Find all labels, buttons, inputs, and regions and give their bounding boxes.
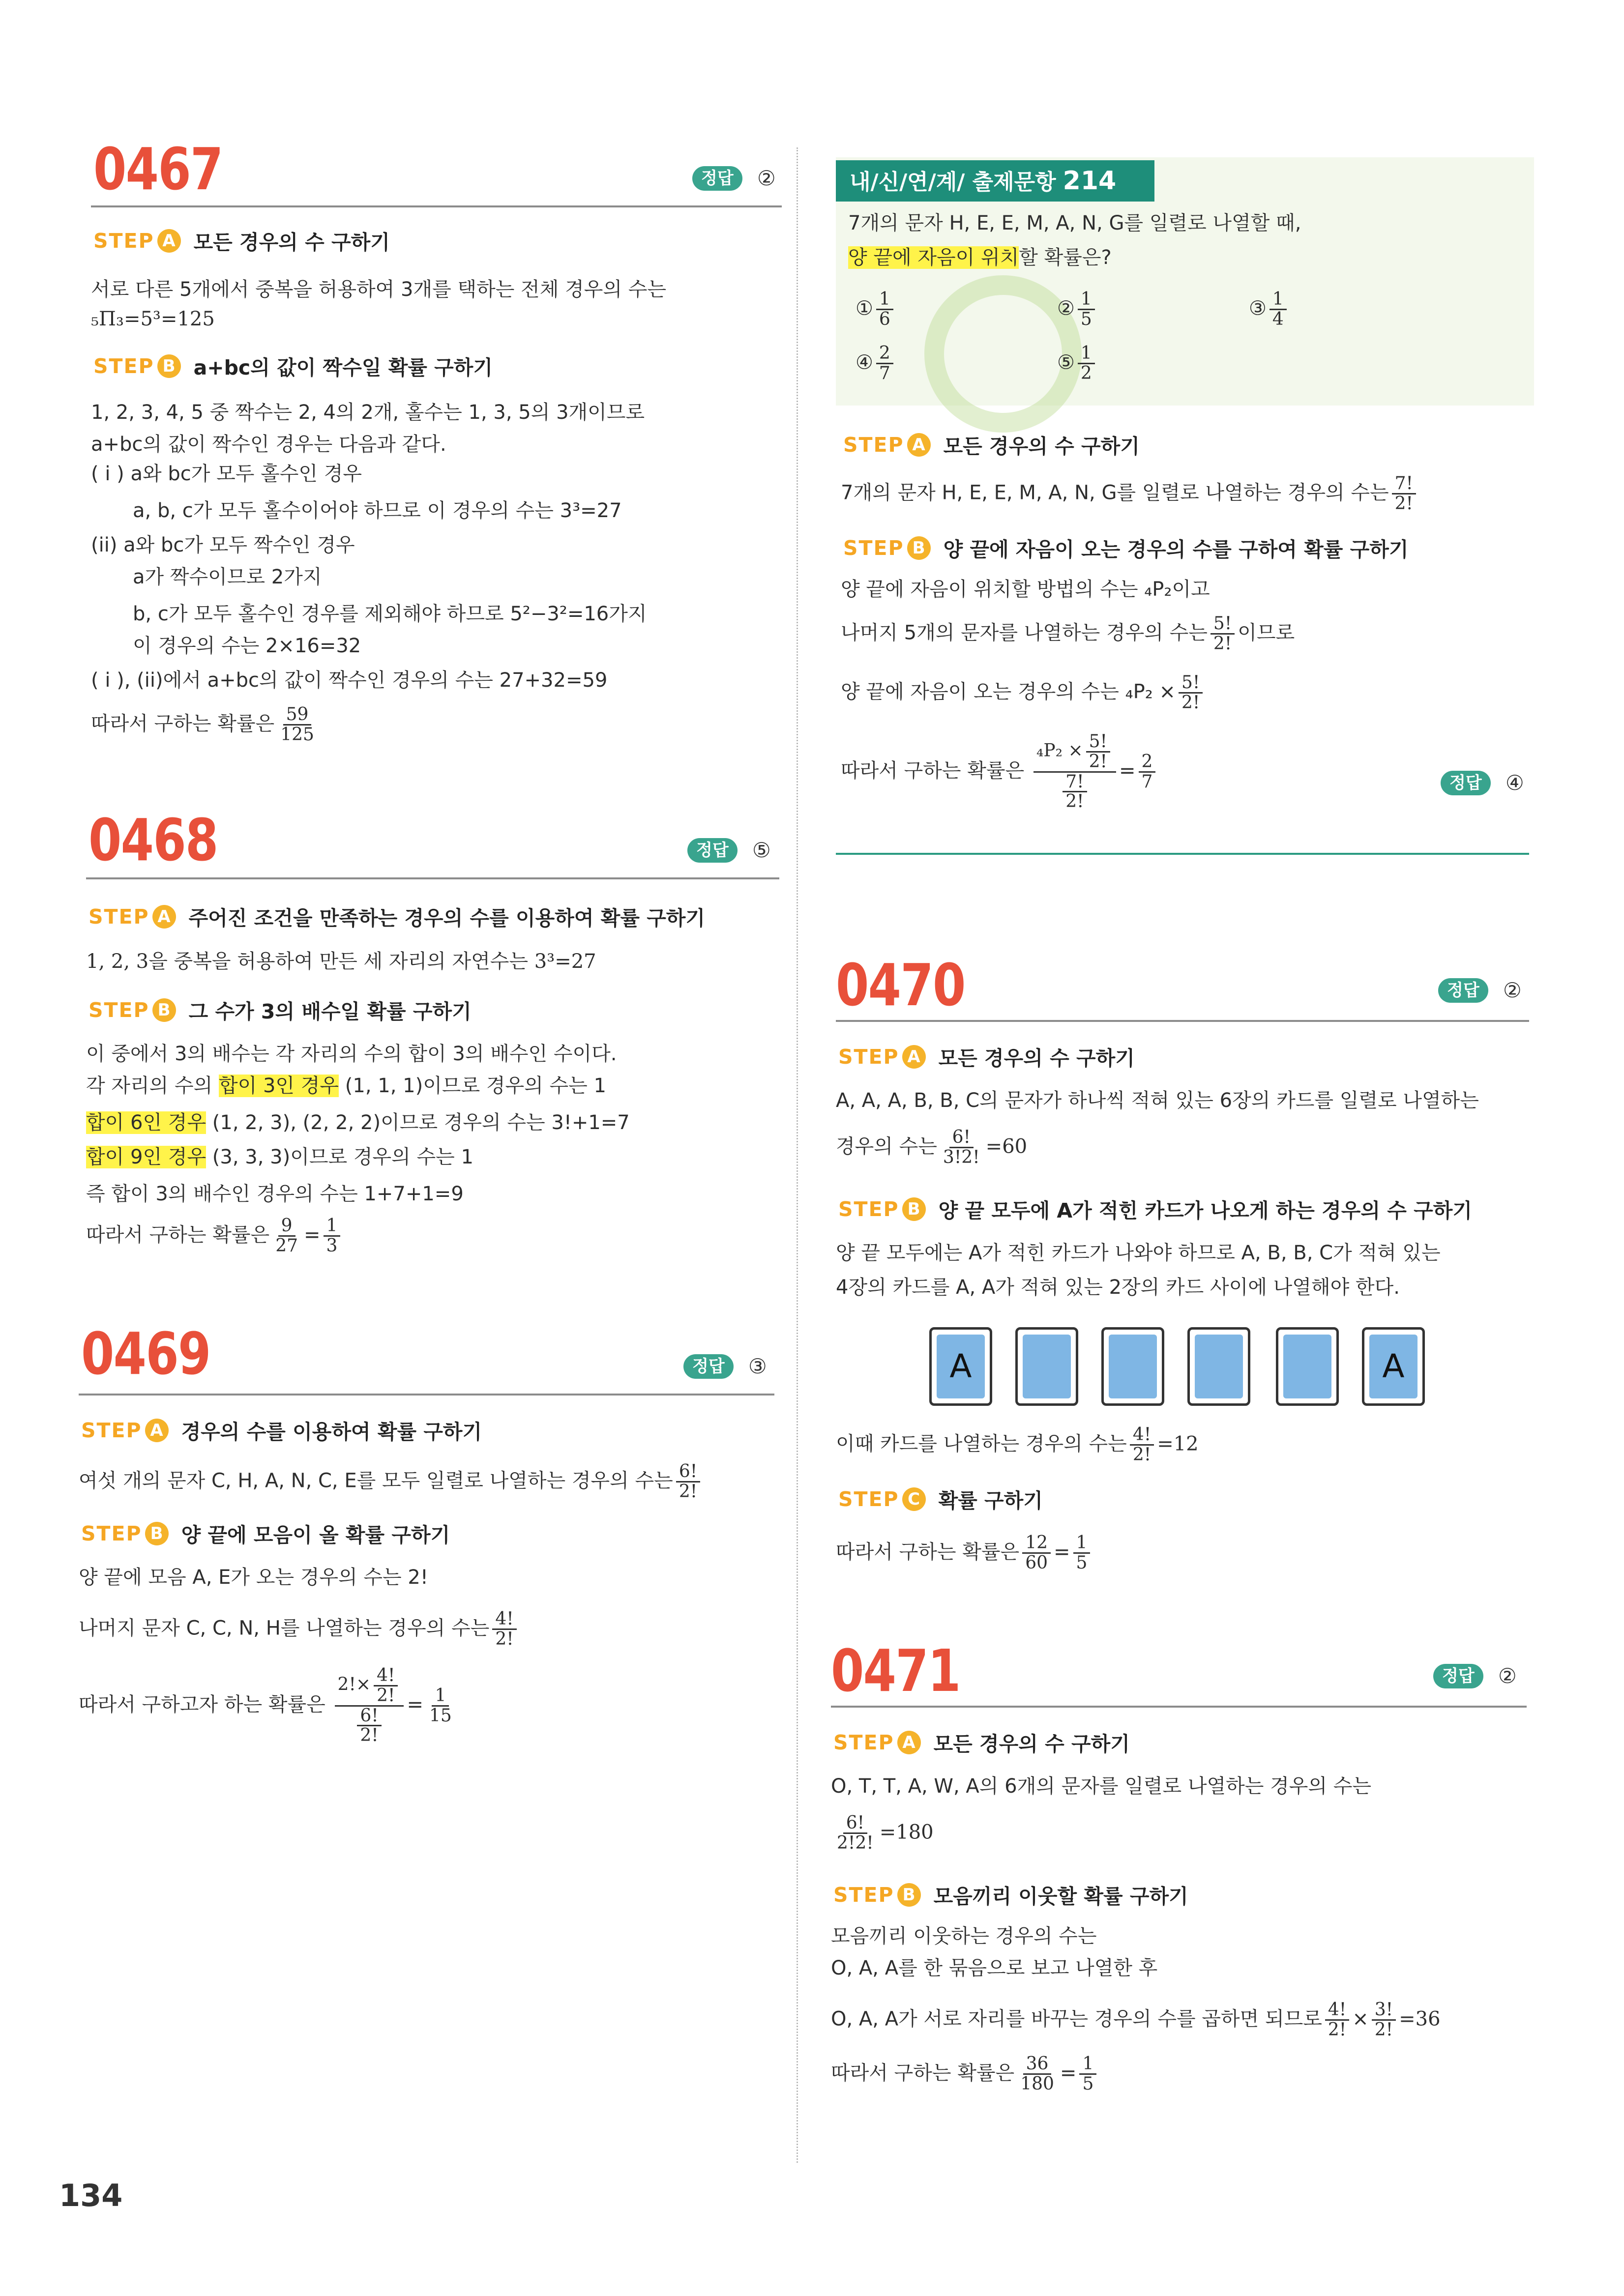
text-line: 나머지 문자 C, C, N, H를 나열하는 경우의 수는 $\frac{4!}{2!}$	[79, 1610, 520, 1649]
text-line: 즉 합이 3의 배수인 경우의 수는 1+7+1=9	[86, 1183, 464, 1205]
card: A	[929, 1327, 992, 1406]
text-line: 양 끝에 모음 A, E가 오는 경우의 수는 2!	[79, 1566, 428, 1589]
card	[1101, 1327, 1164, 1406]
text-line: 합이 6인 경우 (1, 2, 3), (2, 2, 2)이므로 경우의 수는 3!+1=7	[86, 1111, 630, 1134]
fraction: $\frac{4!}{2!}$	[492, 1610, 516, 1649]
fraction: $\frac{59}{125}$	[280, 704, 314, 745]
answer-value: ②	[757, 166, 776, 190]
step-b-heading: STEP B 모음끼리 이웃할 확률 구하기	[833, 1883, 1188, 1908]
step-a-heading: STEP A 경우의 수를 이용하여 확률 구하기	[81, 1418, 482, 1444]
answer-value: ②	[1498, 1664, 1517, 1688]
text-line: ( i ) a와 bc가 모두 홀수인 경우	[91, 463, 362, 485]
step-a-heading: STEP A 모든 경우의 수 구하기	[93, 229, 390, 254]
section-rule	[91, 205, 782, 207]
text-line: ( i ), (ii)에서 a+bc의 값이 짝수인 경우의 수는 27+32=59	[91, 669, 608, 692]
text-line: a가 짝수이므로 2가지	[133, 566, 322, 588]
step-c-heading: STEP C 확률 구하기	[838, 1487, 1043, 1512]
card	[1276, 1327, 1339, 1406]
text-line: 합이 9인 경우 (3, 3, 3)이므로 경우의 수는 1	[86, 1146, 473, 1168]
step-a-heading: STEP A 모든 경우의 수 구하기	[838, 1045, 1135, 1070]
text-line: 서로 다른 5개에서 중복을 허용하여 3개를 택하는 전체 경우의 수는	[91, 278, 666, 301]
reference-rule	[836, 853, 1529, 855]
answer-badge: 정답	[683, 1354, 734, 1379]
section-rule	[79, 1394, 774, 1395]
card	[1015, 1327, 1078, 1406]
problem-number: 0470	[836, 951, 965, 1019]
text-line: b, c가 모두 홀수인 경우를 제외해야 하므로 5²−3²=16가지	[133, 603, 647, 625]
problem-number: 0471	[831, 1637, 960, 1705]
text-line: 나머지 5개의 문자를 나열하는 경우의 수는 $\frac{5!}{2!}$ 이므로	[841, 613, 1295, 654]
problem-number: 0468	[89, 806, 218, 874]
text-line: O, T, T, A, W, A의 6개의 문자를 일렬로 나열하는 경우의 수는	[831, 1775, 1372, 1798]
compound-fraction: 2!× $\frac{4!}{2!}$ $\frac{6!}{2!}$	[335, 1666, 404, 1745]
answer-badge: 정답	[692, 166, 742, 191]
compound-fraction: ₄P₂ × $\frac{5!}{2!}$ $\frac{7!}{2!}$	[1033, 732, 1116, 811]
text-line: (ii) a와 bc가 모두 짝수인 경우	[91, 534, 355, 556]
text-line: O, A, A를 한 묶음으로 보고 나열한 후	[831, 1957, 1158, 1979]
fraction: $\frac{9}{27}$	[275, 1216, 298, 1256]
choice-1: ① $\frac{1}{6}$	[856, 290, 896, 329]
card: A	[1362, 1327, 1425, 1406]
text-line: 7개의 문자 H, E, E, M, A, N, G를 일렬로 나열하는 경우의 수는 $\frac{7!}{2!}$	[841, 474, 1419, 513]
step-b-heading: STEP B 양 끝에 모음이 올 확률 구하기	[81, 1521, 450, 1547]
fraction: $\frac{1}{3}$	[324, 1217, 341, 1255]
choice-4: ④ $\frac{2}{7}$	[856, 344, 896, 383]
text-line: 경우의 수는 $\frac{6!}{3!2!}$ =60	[836, 1127, 1028, 1167]
text-line: 7개의 문자 H, E, E, M, A, N, G를 일렬로 나열할 때,	[848, 212, 1301, 234]
page-number: 134	[59, 2178, 123, 2213]
text-line: 모음끼리 이웃하는 경우의 수는	[831, 1925, 1097, 1947]
text-line: A, A, A, B, B, C의 문자가 하나씩 적혀 있는 6장의 카드를 일렬로 나열하는	[836, 1089, 1479, 1112]
answer-badge: 정답	[687, 838, 738, 863]
answer-value: ④	[1506, 771, 1524, 795]
step-a-heading: STEP A 주어진 조건을 만족하는 경우의 수를 이용하여 확률 구하기	[89, 904, 706, 930]
text-line: 1, 2, 3, 4, 5 중 짝수는 2, 4의 2개, 홀수는 1, 3, 5의 3개이므로	[91, 401, 645, 424]
answer-badge: 정답	[1433, 1664, 1483, 1688]
step-b-heading: STEP B a+bc의 값이 짝수일 확률 구하기	[93, 354, 493, 379]
step-a-heading: STEP A 모든 경우의 수 구하기	[833, 1730, 1130, 1756]
text-line: O, A, A가 서로 자리를 바꾸는 경우의 수를 곱하면 되므로 $\frac{4!}{2!}$ × $\frac{3!}{2!}$ =36	[831, 2000, 1441, 2040]
text-line: 각 자리의 수의 합이 3인 경우 (1, 1, 1)이므로 경우의 수는 1	[86, 1075, 606, 1097]
text-line: 이 경우의 수는 2×16=32	[133, 635, 361, 657]
step-b-heading: STEP B 그 수가 3의 배수일 확률 구하기	[89, 998, 472, 1023]
text-line: 따라서 구하는 확률은 $\frac{9}{27}$ = $\frac{1}{3}$	[86, 1217, 343, 1255]
text-line: 따라서 구하는 확률은 $\frac{12}{60}$ = $\frac{1}{5}$	[836, 1534, 1093, 1572]
answer-value: ③	[748, 1354, 767, 1378]
text-line: 양 끝에 자음이 위치할 확률은?	[848, 246, 1112, 269]
fraction: $\frac{6!}{2!}$	[676, 1462, 700, 1501]
problem-number: 0469	[81, 1320, 210, 1388]
column-divider	[797, 147, 798, 2163]
text-line: 이때 카드를 나열하는 경우의 수는 $\frac{4!}{2!}$ =12	[836, 1424, 1199, 1465]
text-line: 따라서 구하는 확률은 $\frac{36}{180}$ = $\frac{1}{5}$	[831, 2055, 1099, 2093]
text-line: 4장의 카드를 A, A가 적혀 있는 2장의 카드 사이에 나열해야 한다.	[836, 1276, 1400, 1299]
text-line: 양 끝 모두에는 A가 적힌 카드가 나와야 하므로 A, B, B, C가 적혀 있는	[836, 1242, 1441, 1264]
answer-value: ⑤	[752, 838, 771, 862]
text-line: 양 끝에 자음이 오는 경우의 수는 ₄P₂ × $\frac{5!}{2!}$	[841, 673, 1206, 712]
section-rule	[831, 1706, 1527, 1708]
answer-badge: 정답	[1438, 978, 1488, 1003]
text-line: 따라서 구하는 확률은 $\frac{59}{125}$	[91, 705, 320, 744]
reference-header: 내/신/연/계/ 출제문항 214	[836, 160, 1154, 202]
section-rule	[836, 1020, 1529, 1022]
step-b-heading: STEP B 양 끝 모두에 A가 적힌 카드가 나오게 하는 경우의 수 구하기	[838, 1197, 1472, 1222]
choice-3: ③ $\frac{1}{4}$	[1249, 290, 1290, 329]
text-line: 따라서 구하고자 하는 확률은 2!× $\frac{4!}{2!}$ $\frac{6!}{2!}$ = $\frac{1}{15}$	[79, 1666, 458, 1745]
choice-2: ② $\frac{1}{5}$	[1057, 290, 1098, 329]
text-line: a, b, c가 모두 홀수이어야 하므로 이 경우의 수는 3³=27	[133, 499, 622, 522]
step-b-heading: STEP B 양 끝에 자음이 오는 경우의 수를 구하여 확률 구하기	[843, 536, 1409, 561]
answer-badge: 정답	[1441, 771, 1491, 795]
text-line: $\frac{6!}{2!2!}$ =180	[837, 1813, 934, 1853]
card	[1187, 1327, 1250, 1406]
answer-value: ②	[1503, 978, 1522, 1002]
problem-number: 0467	[93, 135, 223, 203]
choice-5: ⑤ $\frac{1}{2}$	[1057, 344, 1098, 383]
text-line: 여섯 개의 문자 C, H, A, N, C, E를 모두 일렬로 나열하는 경우의 수는 $\frac{6!}{2!}$	[79, 1462, 703, 1501]
text-line: 이 중에서 3의 배수는 각 자리의 수의 합이 3의 배수인 수이다.	[86, 1043, 617, 1065]
fraction: $\frac{1}{15}$	[429, 1685, 452, 1726]
text-line: a+bc의 값이 짝수인 경우는 다음과 같다.	[91, 433, 446, 456]
step-a-heading: STEP A 모든 경우의 수 구하기	[843, 433, 1140, 458]
section-rule	[86, 877, 779, 879]
text-line: 1, 2, 3을 중복을 허용하여 만든 세 자리의 자연수는 3³=27	[86, 950, 596, 973]
text-line: 양 끝에 자음이 위치할 방법의 수는 ₄P₂이고	[841, 578, 1210, 601]
text-line: ₅Π₃=5³=125	[91, 308, 215, 330]
text-line: 따라서 구하는 확률은 ₄P₂ × $\frac{5!}{2!}$ $\frac{7!}{2!}$ = $\frac{2}{7}$	[841, 732, 1158, 811]
